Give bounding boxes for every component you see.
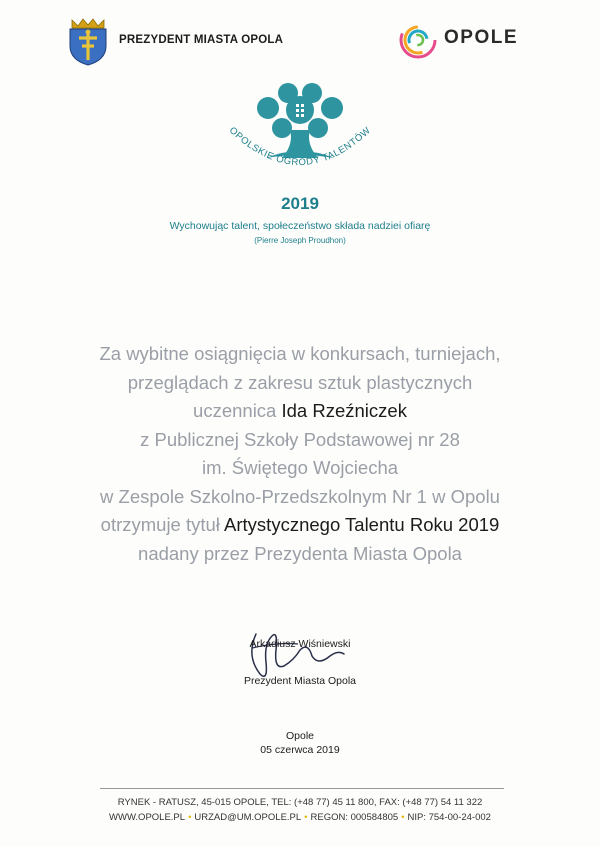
mayor-label: PREZYDENT MIASTA OPOLA [119, 34, 284, 46]
opole-crest-icon [66, 16, 110, 66]
body-line-7 [40, 511, 560, 540]
footer-nip: NIP: 754-00-24-002 [407, 812, 491, 823]
talent-gardens-tree-logo-icon [220, 78, 380, 190]
logo-arc-text: OPOLSKIE OGRODY TALENTÓW [226, 125, 374, 169]
footer-divider [100, 788, 504, 789]
body-line-4: z Publicznej Szkoły Podstawowej nr 28 [140, 428, 460, 450]
footer-address: RYNEK - RATUSZ, 45-015 OPOLE, TEL: (+48 77) 45 11 800, FAX: (+48 77) 54 11 322 [117, 797, 483, 808]
signer-title: Prezydent Miasta Opola [243, 675, 357, 687]
footer-regon: REGON: 000584805 [310, 812, 399, 823]
diploma-body [40, 340, 560, 568]
body-line-1: Za wybitne osiągnięcia w konkursach, turniejach, [99, 343, 501, 364]
handwritten-signature-icon [238, 626, 348, 682]
body-line-6: w Zespole Szkolno-Przedszkolnym Nr 1 w Opolu [100, 485, 500, 507]
body-line-3 [40, 397, 560, 426]
student-name: Ida Rzeźniczek [281, 400, 407, 421]
body-line-2: przeglądach z zakresu sztuk plastycznych [127, 371, 473, 393]
issue-place: Opole [285, 730, 315, 742]
body-line-5: im. Świętego Wojciecha [201, 457, 399, 478]
opole-city-logo-icon [398, 20, 438, 60]
footer-separator: • [304, 812, 308, 823]
motto-author: (Pierre Joseph Proudhon) [254, 236, 346, 245]
body-line-8: nadany przez Prezydenta Miasta Opola [138, 542, 462, 564]
footer-contacts [0, 812, 600, 823]
footer-separator: • [401, 812, 405, 823]
award-title: Artystycznego Talentu Roku 2019 [224, 514, 500, 535]
body-line-3-prefix: uczennica [193, 400, 282, 421]
issue-date: 05 czerwca 2019 [260, 744, 340, 756]
footer-email: URZAD@UM.OPOLE.PL [194, 812, 302, 823]
body-line-7-prefix: otrzymuje tytuł [100, 514, 225, 535]
signer-name: Arkadiusz Wiśniewski [249, 638, 351, 650]
opole-logo-text: OPOLE [444, 27, 519, 48]
footer-website: WWW.OPOLE.PL [109, 812, 186, 823]
motto: Wychowując talent, społeczeństwo składa nadziei ofiarę [169, 220, 431, 232]
footer-separator: • [188, 812, 192, 823]
program-year: 2019 [281, 194, 319, 213]
